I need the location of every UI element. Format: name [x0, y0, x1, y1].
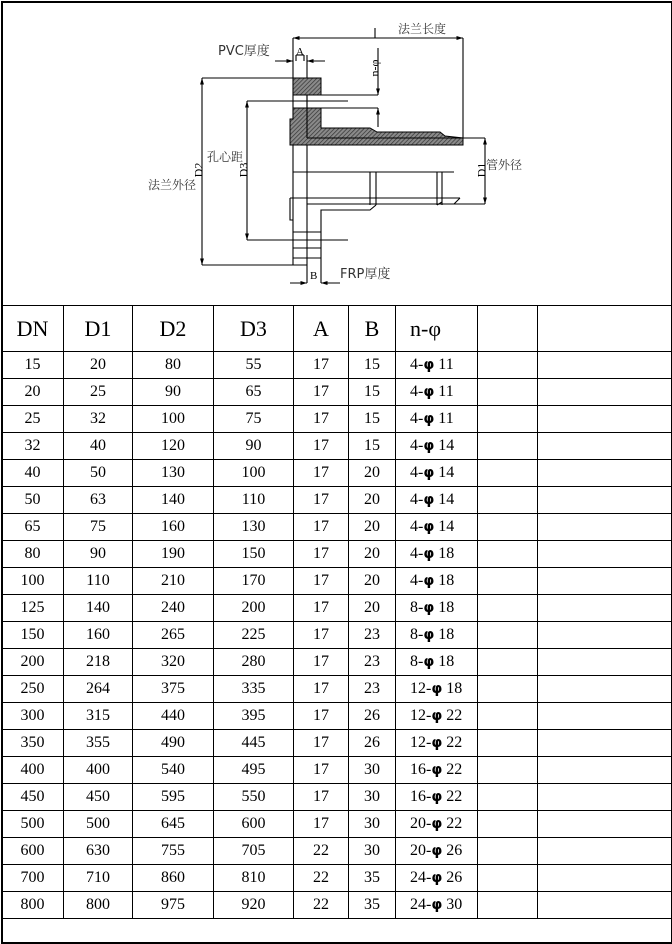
- cell-dn: 800: [2, 892, 64, 919]
- cell-d3: 150: [214, 541, 294, 568]
- cell-empty-2: [538, 514, 672, 541]
- cell-a: 17: [294, 406, 349, 433]
- cell-d3: 550: [214, 784, 294, 811]
- cell-empty-2: [538, 379, 672, 406]
- cell-d3: 920: [214, 892, 294, 919]
- cell-n-phi: [396, 892, 478, 919]
- cell-dn: 25: [2, 406, 64, 433]
- cell-dn: 600: [2, 838, 64, 865]
- cell-a: 17: [294, 460, 349, 487]
- cell-b: 20: [349, 487, 396, 514]
- cell-empty-2: [538, 487, 672, 514]
- hole-diameter: 22: [442, 734, 463, 751]
- cell-a: 17: [294, 649, 349, 676]
- flange-spec-table: [1, 305, 672, 919]
- cell-d1: 400: [64, 757, 133, 784]
- hole-diameter: 26: [442, 869, 463, 886]
- label-pipe-outer-diameter: 管外径: [486, 158, 523, 172]
- cell-d2: 265: [133, 622, 214, 649]
- cell-dn: 32: [2, 433, 64, 460]
- cell-d2: 120: [133, 433, 214, 460]
- cell-d3: 600: [214, 811, 294, 838]
- hole-diameter: 22: [442, 788, 463, 805]
- phi-symbol: φ: [431, 870, 443, 886]
- bolt-count: 4-: [410, 518, 424, 535]
- cell-d2: 210: [133, 568, 214, 595]
- cell-b: 23: [349, 622, 396, 649]
- table-row: [2, 487, 672, 514]
- cell-d1: 800: [64, 892, 133, 919]
- table-row: [2, 757, 672, 784]
- hole-diameter: 18: [434, 626, 455, 643]
- cell-d1: 355: [64, 730, 133, 757]
- phi-symbol: φ: [423, 411, 435, 427]
- cell-d1: 450: [64, 784, 133, 811]
- cell-empty-2: [538, 730, 672, 757]
- cell-empty-2: [538, 433, 672, 460]
- header-n-phi: n-φ: [396, 306, 478, 352]
- phi-symbol: φ: [423, 546, 435, 562]
- cell-n-phi: [396, 514, 478, 541]
- cell-a: 17: [294, 487, 349, 514]
- cell-b: 15: [349, 379, 396, 406]
- cell-a: 17: [294, 703, 349, 730]
- bolt-count: 20-: [410, 815, 432, 832]
- cell-d3: 495: [214, 757, 294, 784]
- phi-symbol: φ: [423, 627, 435, 643]
- cell-d2: 160: [133, 514, 214, 541]
- cell-d2: 80: [133, 352, 214, 379]
- bolt-count: 4-: [410, 572, 424, 589]
- cell-d2: 490: [133, 730, 214, 757]
- phi-symbol: φ: [423, 438, 435, 454]
- cell-b: 30: [349, 838, 396, 865]
- cell-empty-1: [478, 649, 538, 676]
- bolt-count: 8-: [410, 653, 424, 670]
- cell-d2: 975: [133, 892, 214, 919]
- cell-n-phi: [396, 595, 478, 622]
- header-a: A: [294, 306, 349, 352]
- cell-b: 20: [349, 595, 396, 622]
- cell-empty-1: [478, 352, 538, 379]
- cell-d2: 130: [133, 460, 214, 487]
- hole-diameter: 11: [434, 356, 454, 373]
- cell-empty-2: [538, 595, 672, 622]
- cell-d2: 240: [133, 595, 214, 622]
- cell-d3: 200: [214, 595, 294, 622]
- cell-b: 20: [349, 568, 396, 595]
- cell-d1: 218: [64, 649, 133, 676]
- cell-empty-1: [478, 379, 538, 406]
- cell-empty-1: [478, 406, 538, 433]
- cell-dn: 450: [2, 784, 64, 811]
- table-body: [2, 352, 672, 919]
- cell-d1: 75: [64, 514, 133, 541]
- cell-d2: 375: [133, 676, 214, 703]
- cell-empty-2: [538, 568, 672, 595]
- cell-dn: 100: [2, 568, 64, 595]
- bolt-count: 8-: [410, 626, 424, 643]
- cell-a: 17: [294, 811, 349, 838]
- cell-empty-1: [478, 487, 538, 514]
- hole-diameter: 14: [434, 518, 455, 535]
- cell-empty-2: [538, 649, 672, 676]
- table-row: [2, 406, 672, 433]
- table-row: [2, 622, 672, 649]
- bolt-count: 20-: [410, 842, 432, 859]
- cell-empty-1: [478, 730, 538, 757]
- bolt-count: 4-: [410, 464, 424, 481]
- hole-diameter: 18: [442, 680, 463, 697]
- cell-n-phi: [396, 676, 478, 703]
- table-header-row: [2, 306, 672, 352]
- cell-d3: 75: [214, 406, 294, 433]
- table-row: [2, 649, 672, 676]
- cell-d2: 540: [133, 757, 214, 784]
- cell-dn: 350: [2, 730, 64, 757]
- cell-n-phi: [396, 379, 478, 406]
- cell-d2: 100: [133, 406, 214, 433]
- cell-b: 35: [349, 892, 396, 919]
- cell-d1: 315: [64, 703, 133, 730]
- header-b: B: [349, 306, 396, 352]
- phi-symbol: φ: [431, 681, 443, 697]
- bolt-count: 4-: [410, 383, 424, 400]
- header-dn: DN: [2, 306, 64, 352]
- cell-dn: 80: [2, 541, 64, 568]
- phi-symbol: φ: [423, 465, 435, 481]
- cell-a: 17: [294, 730, 349, 757]
- label-dim-b: B: [310, 270, 318, 282]
- cell-empty-1: [478, 838, 538, 865]
- cell-n-phi: [396, 865, 478, 892]
- cell-a: 22: [294, 865, 349, 892]
- label-pvc-thickness: PVC厚度: [218, 44, 270, 59]
- bolt-count: 24-: [410, 896, 432, 913]
- cell-n-phi: [396, 649, 478, 676]
- phi-symbol: φ: [423, 384, 435, 400]
- table-row: [2, 379, 672, 406]
- label-dim-d3: D3: [236, 162, 251, 178]
- cell-d2: 320: [133, 649, 214, 676]
- cell-a: 17: [294, 379, 349, 406]
- hole-diameter: 18: [434, 653, 455, 670]
- table-row: [2, 703, 672, 730]
- cell-d3: 100: [214, 460, 294, 487]
- phi-symbol: φ: [423, 600, 435, 616]
- cell-empty-1: [478, 703, 538, 730]
- cell-d2: 860: [133, 865, 214, 892]
- cell-n-phi: [396, 730, 478, 757]
- cell-d3: 90: [214, 433, 294, 460]
- label-frp-thickness: FRP厚度: [340, 267, 391, 282]
- cell-d1: 710: [64, 865, 133, 892]
- cell-b: 35: [349, 865, 396, 892]
- hole-diameter: 18: [434, 572, 455, 589]
- phi-symbol: φ: [431, 843, 443, 859]
- table-row: [2, 433, 672, 460]
- table-row: [2, 730, 672, 757]
- cell-empty-2: [538, 622, 672, 649]
- cell-a: 17: [294, 568, 349, 595]
- cell-n-phi: [396, 460, 478, 487]
- cell-empty-1: [478, 757, 538, 784]
- cell-b: 15: [349, 352, 396, 379]
- cell-d1: 140: [64, 595, 133, 622]
- cell-d1: 20: [64, 352, 133, 379]
- table-row: [2, 568, 672, 595]
- cell-d1: 90: [64, 541, 133, 568]
- cell-a: 17: [294, 622, 349, 649]
- table-row: [2, 676, 672, 703]
- header-d1: D1: [64, 306, 133, 352]
- phi-symbol: φ: [431, 762, 443, 778]
- cell-d3: 445: [214, 730, 294, 757]
- cell-d1: 500: [64, 811, 133, 838]
- table-row: [2, 514, 672, 541]
- bolt-count: 24-: [410, 869, 432, 886]
- hole-diameter: 14: [434, 464, 455, 481]
- cell-empty-2: [538, 784, 672, 811]
- cell-d1: 63: [64, 487, 133, 514]
- cell-a: 17: [294, 595, 349, 622]
- phi-symbol: φ: [423, 519, 435, 535]
- cell-d2: 645: [133, 811, 214, 838]
- phi-symbol: φ: [431, 708, 443, 724]
- cell-n-phi: [396, 703, 478, 730]
- hole-diameter: 14: [434, 491, 455, 508]
- cell-a: 17: [294, 514, 349, 541]
- flange-drawing: [0, 0, 672, 305]
- cell-n-phi: [396, 406, 478, 433]
- hole-diameter: 26: [442, 842, 463, 859]
- table-row: [2, 541, 672, 568]
- cell-a: 22: [294, 838, 349, 865]
- cell-n-phi: [396, 838, 478, 865]
- cell-d1: 160: [64, 622, 133, 649]
- header-d2: D2: [133, 306, 214, 352]
- cell-d3: 225: [214, 622, 294, 649]
- cell-b: 15: [349, 406, 396, 433]
- table-row: [2, 811, 672, 838]
- cell-empty-1: [478, 676, 538, 703]
- cell-a: 17: [294, 784, 349, 811]
- bolt-count: 4-: [410, 410, 424, 427]
- cell-d1: 110: [64, 568, 133, 595]
- bolt-count: 4-: [410, 437, 424, 454]
- cell-n-phi: [396, 568, 478, 595]
- cell-a: 17: [294, 433, 349, 460]
- cell-d2: 140: [133, 487, 214, 514]
- bolt-count: 12-: [410, 734, 432, 751]
- cell-empty-1: [478, 514, 538, 541]
- cell-dn: 200: [2, 649, 64, 676]
- cell-dn: 20: [2, 379, 64, 406]
- cell-d1: 25: [64, 379, 133, 406]
- cell-b: 26: [349, 730, 396, 757]
- cell-empty-2: [538, 460, 672, 487]
- cell-d3: 110: [214, 487, 294, 514]
- cell-empty-2: [538, 865, 672, 892]
- label-dim-d1: D1: [474, 162, 489, 178]
- table-row: [2, 784, 672, 811]
- cell-dn: 300: [2, 703, 64, 730]
- cell-d2: 595: [133, 784, 214, 811]
- cell-dn: 250: [2, 676, 64, 703]
- cell-a: 17: [294, 757, 349, 784]
- phi-symbol: φ: [431, 789, 443, 805]
- label-flange-length: 法兰长度: [398, 22, 447, 36]
- cell-empty-2: [538, 892, 672, 919]
- table-row: [2, 865, 672, 892]
- cell-empty-1: [478, 865, 538, 892]
- phi-symbol: φ: [423, 492, 435, 508]
- cell-dn: 65: [2, 514, 64, 541]
- cell-d3: 335: [214, 676, 294, 703]
- cell-d1: 40: [64, 433, 133, 460]
- bolt-count: 4-: [410, 491, 424, 508]
- cell-empty-1: [478, 541, 538, 568]
- hole-diameter: 18: [434, 545, 455, 562]
- cell-empty-1: [478, 433, 538, 460]
- bolt-count: 4-: [410, 356, 424, 373]
- table-row: [2, 460, 672, 487]
- hole-diameter: 14: [434, 437, 455, 454]
- cell-d3: 170: [214, 568, 294, 595]
- header-d3: D3: [214, 306, 294, 352]
- cell-d3: 130: [214, 514, 294, 541]
- bolt-count: 12-: [410, 707, 432, 724]
- label-dim-n-phi: n-φ: [367, 59, 382, 77]
- cell-empty-1: [478, 622, 538, 649]
- cell-b: 23: [349, 649, 396, 676]
- cell-n-phi: [396, 352, 478, 379]
- flange-cross-section-svg: [0, 0, 672, 305]
- cell-n-phi: [396, 541, 478, 568]
- hole-diameter: 18: [434, 599, 455, 616]
- hole-diameter: 11: [434, 410, 454, 427]
- cell-dn: 700: [2, 865, 64, 892]
- cell-empty-1: [478, 568, 538, 595]
- cell-d2: 440: [133, 703, 214, 730]
- hole-diameter: 22: [442, 815, 463, 832]
- cell-empty-1: [478, 460, 538, 487]
- cell-empty-1: [478, 784, 538, 811]
- cell-d3: 65: [214, 379, 294, 406]
- cell-empty-1: [478, 595, 538, 622]
- cell-empty-2: [538, 757, 672, 784]
- phi-symbol: φ: [431, 816, 443, 832]
- cell-d1: 32: [64, 406, 133, 433]
- cell-n-phi: [396, 622, 478, 649]
- phi-symbol: φ: [431, 897, 443, 913]
- cell-a: 17: [294, 676, 349, 703]
- label-dim-d2: D2: [191, 162, 206, 178]
- cell-d3: 395: [214, 703, 294, 730]
- label-dim-a: A: [296, 46, 304, 58]
- cell-empty-2: [538, 838, 672, 865]
- cell-d3: 280: [214, 649, 294, 676]
- table-row: [2, 352, 672, 379]
- cell-dn: 50: [2, 487, 64, 514]
- cell-b: 30: [349, 757, 396, 784]
- cell-dn: 40: [2, 460, 64, 487]
- cell-empty-1: [478, 892, 538, 919]
- hole-diameter: 22: [442, 707, 463, 724]
- cell-b: 20: [349, 514, 396, 541]
- cell-d2: 190: [133, 541, 214, 568]
- cell-dn: 400: [2, 757, 64, 784]
- bolt-count: 4-: [410, 545, 424, 562]
- label-flange-outer-diameter: 法兰外径: [148, 178, 197, 192]
- cell-a: 22: [294, 892, 349, 919]
- cell-n-phi: [396, 487, 478, 514]
- cell-b: 20: [349, 460, 396, 487]
- cell-n-phi: [396, 784, 478, 811]
- bolt-count: 16-: [410, 761, 432, 778]
- hole-diameter: 22: [442, 761, 463, 778]
- cell-empty-2: [538, 406, 672, 433]
- cell-dn: 500: [2, 811, 64, 838]
- cell-b: 26: [349, 703, 396, 730]
- phi-symbol: φ: [423, 357, 435, 373]
- cell-d2: 90: [133, 379, 214, 406]
- cell-empty-2: [538, 352, 672, 379]
- cell-d1: 630: [64, 838, 133, 865]
- table-row: [2, 892, 672, 919]
- cell-d2: 755: [133, 838, 214, 865]
- phi-symbol: φ: [423, 573, 435, 589]
- phi-symbol: φ: [423, 654, 435, 670]
- cell-empty-2: [538, 676, 672, 703]
- header-empty-2: [538, 306, 672, 352]
- cell-empty-2: [538, 541, 672, 568]
- cell-d1: 50: [64, 460, 133, 487]
- cell-empty-1: [478, 811, 538, 838]
- bolt-count: 12-: [410, 680, 432, 697]
- cell-dn: 150: [2, 622, 64, 649]
- table-row: [2, 838, 672, 865]
- cell-a: 17: [294, 352, 349, 379]
- cell-b: 20: [349, 541, 396, 568]
- cell-d1: 264: [64, 676, 133, 703]
- cell-n-phi: [396, 757, 478, 784]
- cell-d3: 705: [214, 838, 294, 865]
- phi-symbol: φ: [431, 735, 443, 751]
- hole-diameter: 30: [442, 896, 463, 913]
- cell-empty-2: [538, 703, 672, 730]
- table-row: [2, 595, 672, 622]
- bolt-count: 8-: [410, 599, 424, 616]
- cell-b: 23: [349, 676, 396, 703]
- cell-a: 17: [294, 541, 349, 568]
- bolt-count: 16-: [410, 788, 432, 805]
- cell-b: 30: [349, 784, 396, 811]
- header-empty-1: [478, 306, 538, 352]
- cell-b: 15: [349, 433, 396, 460]
- cell-dn: 15: [2, 352, 64, 379]
- cell-d3: 55: [214, 352, 294, 379]
- cell-d3: 810: [214, 865, 294, 892]
- cell-n-phi: [396, 433, 478, 460]
- hole-diameter: 11: [434, 383, 454, 400]
- cell-n-phi: [396, 811, 478, 838]
- cell-empty-2: [538, 811, 672, 838]
- cell-dn: 125: [2, 595, 64, 622]
- label-hole-center-distance: 孔心距: [207, 150, 244, 164]
- cell-b: 30: [349, 811, 396, 838]
